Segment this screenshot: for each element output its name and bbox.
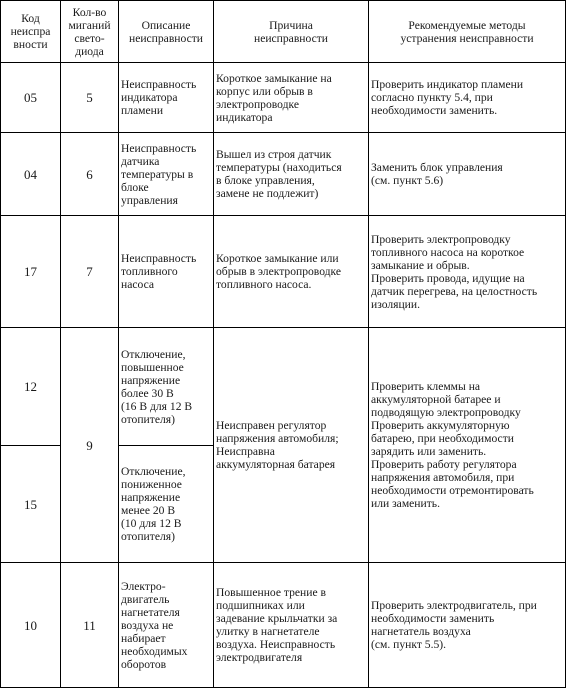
table-header-row [1, 1, 566, 63]
cell-description: Отключение, повышенное напряжение более 30 В (16 В для 12 В отопителя) [119, 328, 214, 446]
cell-remedy: Проверить индикатор пламени согласно пункту 5.4, при необходимости заменить. [369, 63, 566, 133]
cell-blinks: 11 [61, 563, 119, 688]
cell-code: 17 [1, 216, 61, 328]
cell-description: Неисправность индикатора пламени [119, 63, 214, 133]
cell-description: Неисправность датчика температуры в блоке управления [119, 133, 214, 216]
header-code: Код неиспра вности [1, 1, 61, 63]
cell-cause: Короткое замыкание или обрыв в электропроводке топливного насоса. [214, 216, 369, 328]
header-blinks: Кол-во миганий свето- диода [61, 1, 119, 63]
table-row [1, 133, 566, 216]
cell-blinks: 6 [61, 133, 119, 216]
cell-code: 10 [1, 563, 61, 688]
cell-remedy: Заменить блок управления (см. пункт 5.6) [369, 133, 566, 216]
table-row [1, 63, 566, 133]
cell-blinks: 9 [61, 328, 119, 563]
header-description: Описание неисправности [119, 1, 214, 63]
header-cause: Причина неисправности [214, 1, 369, 63]
table-row [1, 328, 566, 446]
cell-description: Электро- двигатель нагнетателя воздуха не набирает необходимых оборотов [119, 563, 214, 688]
header-remedy: Рекомендуемые методы устранения неисправности [369, 1, 566, 63]
cell-code: 15 [1, 446, 61, 563]
cell-blinks: 5 [61, 63, 119, 133]
cell-remedy: Проверить клеммы на аккумуляторной батарее и подводящую электропроводку Проверить аккумуляторную батарею, при необходимости зарядить или заменить. Проверить работу регулятора напряжения автомобиля, при необходимости отремонтировать или заменить. [369, 328, 566, 563]
cell-cause: Короткое замыкание на корпус или обрыв в электропроводке индикатора [214, 63, 369, 133]
table-row [1, 563, 566, 688]
cell-code: 12 [1, 328, 61, 446]
cell-remedy: Проверить электропроводку топливного насоса на короткое замыкание и обрыв. Проверить провода, идущие на датчик перегрева, на целостность изоляции. [369, 216, 566, 328]
cell-cause: Неисправен регулятор напряжения автомобиля; Неисправна аккумуляторная батарея [214, 328, 369, 563]
cell-remedy: Проверить электродвигатель, при необходимости заменить нагнетатель воздуха (см. пункт 5.5). [369, 563, 566, 688]
cell-code: 05 [1, 63, 61, 133]
cell-cause: Повышенное трение в подшипниках или задевание крыльчатки за улитку в нагнетателе воздуха. Неисправность электродвигателя [214, 563, 369, 688]
cell-blinks: 7 [61, 216, 119, 328]
cell-description: Отключение, пониженное напряжение менее 20 В (10 для 12 В отопителя) [119, 446, 214, 563]
cell-cause: Вышел из строя датчик температуры (находиться в блоке управления, замене не подлежит) [214, 133, 369, 216]
table-row [1, 216, 566, 328]
cell-description: Неисправность топливного насоса [119, 216, 214, 328]
cell-code: 04 [1, 133, 61, 216]
